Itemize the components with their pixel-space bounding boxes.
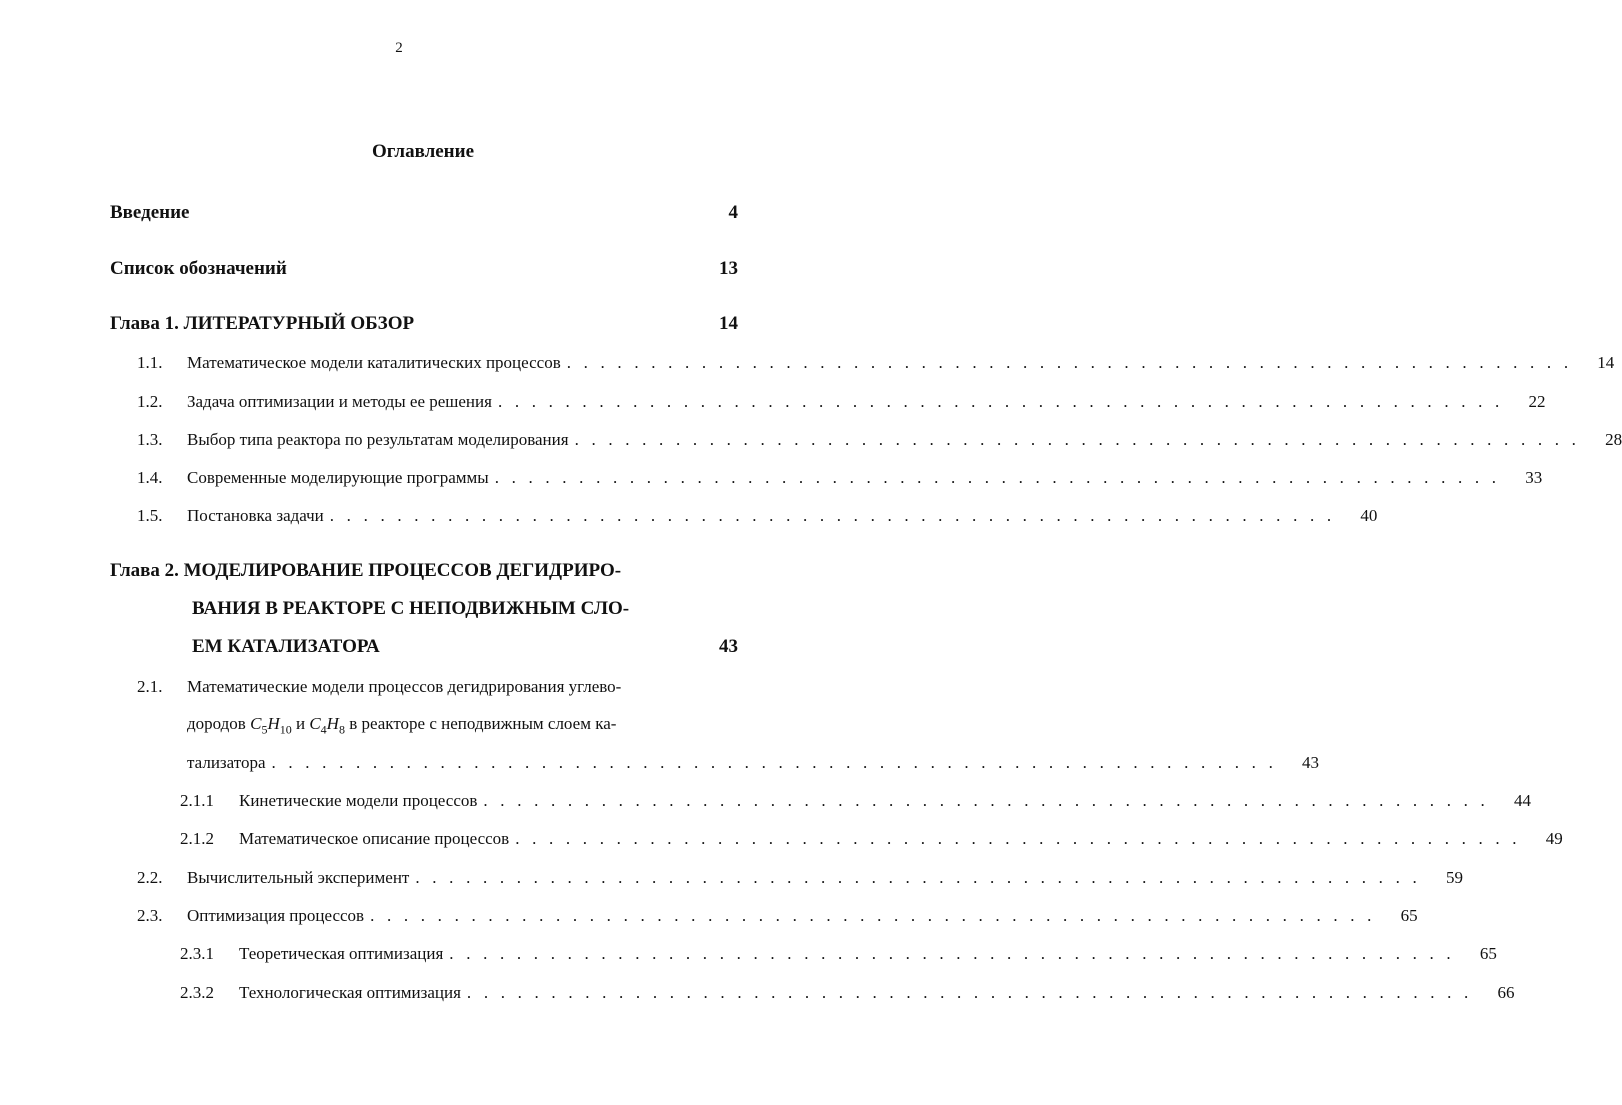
toc-entry-subsection-2-1-1[interactable] — [239, 791, 1531, 811]
dot-leader: . . . . . . . . . . . . . . . . . . . . . . . . . . . . . . . . . . . . . . . . . . . . . . . . . . . . . . . . . . . . — [574, 430, 1581, 449]
section-title-fragment: и — [291, 714, 310, 733]
toc-entry-section-1-1[interactable] — [187, 353, 1615, 373]
chapter-title-line-3: ЕМ КАТАЛИЗАТОРА — [192, 636, 380, 657]
section-number: 1.3. — [137, 430, 163, 449]
toc-entry-notation[interactable] — [110, 258, 738, 280]
formula-c5h10: $C_5H_{10}$ — [250, 714, 292, 737]
section-title: Постановка задачи — [187, 506, 324, 525]
dot-leader: . . . . . . . . . . . . . . . . . . . . . . . . . . . . . . . . . . . . . . . . . . . . . . . . . . . . . . . . . . . . — [271, 753, 1278, 772]
toc-page-number: 33 — [1525, 468, 1543, 487]
dot-leader: . . . . . . . . . . . . . . . . . . . . . . . . . . . . . . . . . . . . . . . . . . . . . . . . . . . . . . . . . . . . — [483, 791, 1489, 810]
subsection-title: Технологическая оптимизация — [239, 983, 461, 1002]
subsection-title: Кинетические модели процессов — [239, 791, 478, 810]
dot-leader: . . . . . . . . . . . . . . . . . . . . . . . . . . . . . . . . . . . . . . . . . . . . . . . . . . . . . . . . . . . . — [415, 868, 1421, 887]
toc-entry-section-2-3[interactable] — [187, 906, 1418, 926]
toc-page-number: 43 — [1302, 753, 1320, 772]
toc-page-number: 65 — [1400, 906, 1418, 925]
toc-entry-label: Введение — [110, 202, 190, 223]
dot-leader: . . . . . . . . . . . . . . . . . . . . . . . . . . . . . . . . . . . . . . . . . . . . . . . . . . . . . . . . . . . . — [329, 506, 1336, 525]
chapter-label: Глава 2. — [110, 560, 179, 581]
section-title-line-2 — [187, 714, 616, 737]
chapter-title: ЛИТЕРАТУРНЫЙ ОБЗОР — [183, 313, 415, 334]
section-number: 2.1. — [137, 677, 163, 696]
section-title: Вычислительный эксперимент — [187, 868, 410, 887]
section-number: 1.4. — [137, 468, 163, 487]
toc-entry-section-2-1[interactable] — [187, 753, 1320, 773]
toc-page-number: 43 — [719, 636, 738, 657]
dot-leader: . . . . . . . . . . . . . . . . . . . . . . . . . . . . . . . . . . . . . . . . . . . . . . . . . . . . . . . . . . . . — [497, 392, 1504, 411]
toc-entry-chapter-1[interactable] — [110, 313, 738, 335]
toc-page-number: 66 — [1497, 983, 1515, 1002]
subsection-number: 2.1.1 — [180, 791, 214, 810]
subsection-number: 2.1.2 — [180, 829, 214, 848]
section-title-fragment: в реакторе с неподвижным слоем ка- — [344, 714, 617, 733]
section-number: 1.1. — [137, 353, 163, 372]
toc-page-number: 4 — [728, 202, 738, 223]
toc-page-number: 40 — [1360, 506, 1378, 525]
section-title: Математическое модели каталитических процессов — [187, 353, 561, 372]
subsection-title: Теоретическая оптимизация — [239, 944, 444, 963]
toc-entry-section-2-2[interactable] — [187, 868, 1463, 888]
toc-entry-subsection-2-3-1[interactable] — [239, 944, 1497, 964]
toc-entry-section-1-3[interactable] — [187, 430, 1622, 450]
formula-c4h8: $C_4H_8$ — [309, 714, 345, 737]
section-title: Оптимизация процессов — [187, 906, 365, 925]
subsection-title: Математическое описание процессов — [239, 829, 510, 848]
toc-page-number: 65 — [1479, 944, 1497, 963]
toc-page-number: 13 — [719, 258, 738, 279]
chapter-title-last-line — [192, 636, 738, 658]
section-number: 2.2. — [137, 868, 163, 887]
chapter-title-line-2: ВАНИЯ В РЕАКТОРЕ С НЕПОДВИЖНЫМ СЛО- — [192, 598, 630, 619]
toc-entry-chapter-2[interactable] — [110, 560, 738, 582]
toc-entry-introduction[interactable] — [110, 202, 738, 224]
chapter-label: Глава 1. — [110, 313, 179, 334]
toc-page-number: 44 — [1513, 791, 1531, 810]
dot-leader: . . . . . . . . . . . . . . . . . . . . . . . . . . . . . . . . . . . . . . . . . . . . . . . . . . . . . . . . . . . . — [515, 829, 1521, 848]
toc-entry-subsection-2-3-2[interactable] — [239, 983, 1515, 1003]
toc-page-number: 14 — [719, 313, 738, 334]
toc-page-number: 49 — [1545, 829, 1563, 848]
toc-entry-subsection-2-1-2[interactable] — [239, 829, 1563, 849]
section-number: 1.5. — [137, 506, 163, 525]
section-number: 2.3. — [137, 906, 163, 925]
subsection-number: 2.3.1 — [180, 944, 214, 963]
toc-entry-label: Список обозначений — [110, 258, 287, 279]
dot-leader: . . . . . . . . . . . . . . . . . . . . . . . . . . . . . . . . . . . . . . . . . . . . . . . . . . . . . . . . . . . . — [466, 983, 1473, 1002]
dot-leader: . . . . . . . . . . . . . . . . . . . . . . . . . . . . . . . . . . . . . . . . . . . . . . . . . . . . . . . . . . . . — [370, 906, 1376, 925]
toc-title: Оглавление — [371, 141, 475, 162]
section-number: 1.2. — [137, 392, 163, 411]
section-title-fragment: дородов — [187, 714, 251, 733]
toc-entry-section-1-5[interactable] — [187, 506, 1378, 526]
toc-page-number: 14 — [1597, 353, 1615, 372]
toc-page-number: 28 — [1605, 430, 1622, 449]
section-title-line-1: Математические модели процессов дегидрирования углево- — [187, 677, 622, 696]
section-title: Современные моделирующие программы — [187, 468, 489, 487]
subsection-number: 2.3.2 — [180, 983, 214, 1002]
section-title: Задача оптимизации и методы ее решения — [187, 392, 492, 411]
dot-leader: . . . . . . . . . . . . . . . . . . . . . . . . . . . . . . . . . . . . . . . . . . . . . . . . . . . . . . . . . . . . — [566, 353, 1573, 372]
toc-entry-section-1-4[interactable] — [187, 468, 1543, 488]
dot-leader: . . . . . . . . . . . . . . . . . . . . . . . . . . . . . . . . . . . . . . . . . . . . . . . . . . . . . . . . . . . . — [449, 944, 1455, 963]
chapter-title-line-1: МОДЕЛИРОВАНИЕ ПРОЦЕССОВ ДЕГИДРИРО- — [183, 560, 622, 581]
toc-page-number: 59 — [1445, 868, 1463, 887]
toc-page-number: 22 — [1528, 392, 1546, 411]
page-number: 2 — [395, 40, 403, 56]
section-title-line-3: тализатора — [187, 753, 266, 772]
toc-entry-section-1-2[interactable] — [187, 392, 1546, 412]
section-title: Выбор типа реактора по результатам моделирования — [187, 430, 569, 449]
dot-leader: . . . . . . . . . . . . . . . . . . . . . . . . . . . . . . . . . . . . . . . . . . . . . . . . . . . . . . . . . . . . — [494, 468, 1501, 487]
